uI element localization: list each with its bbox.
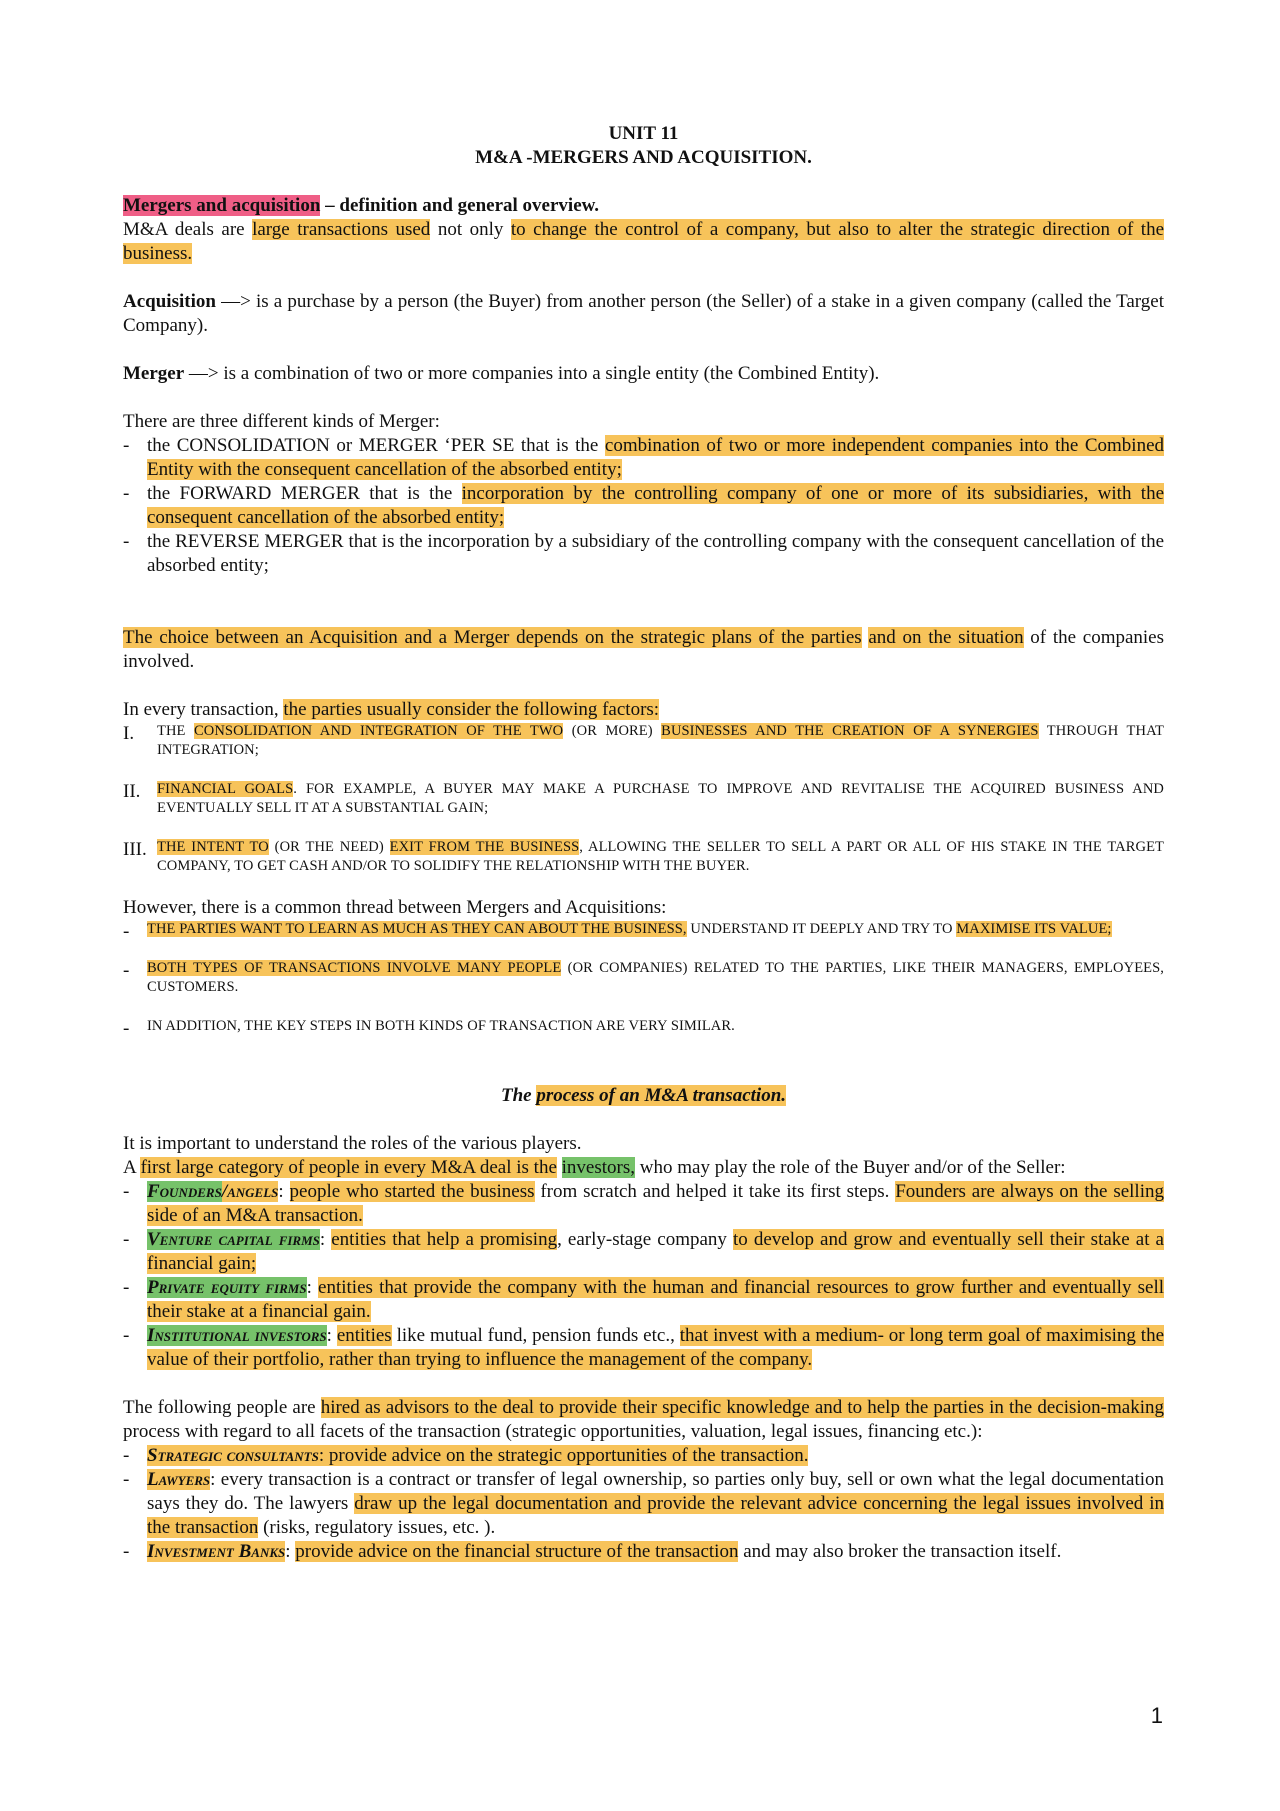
list-item: - THE PARTIES WANT TO LEARN AS MUCH AS THEY CAN ABOUT THE BUSINESS, UNDERSTAND IT DEEPLY AND TRY TO MAXIMISE ITS VALUE; xyxy=(123,920,1164,939)
list-item: III. THE INTENT TO (OR THE NEED) EXIT FROM THE BUSINESS, ALLOWING THE SELLER TO SELL A PART OR ALL OF HIS STAKE IN THE TARGET COMPANY, TO GET CASH AND/OR TO SOLIDIFY THE RELATIONSHIP WITH THE BUYER. xyxy=(123,839,1165,874)
overview-paragraph: M&A deals are large transactions used not only to change the control of a company, but also to alter the strategic direction of the business. xyxy=(123,219,1165,264)
factors-intro: In every transaction, the parties usually consider the following factors: xyxy=(123,699,660,720)
section-heading-overview: Mergers and acquisition – definition and general overview. xyxy=(123,195,600,216)
list-item: - Institutional investors: entities like mutual fund, pension funds etc., that invest with a medium- or long term goal of maximising the value of their portfolio, rather than trying to influence the management of the company. xyxy=(123,1324,1164,1372)
list-item: - Founders/angels: people who started the business from scratch and helped it take its first steps. Founders are always on the selling side of an M&A transaction. xyxy=(123,1180,1164,1228)
list-item: II. FINANCIAL GOALS. FOR EXAMPLE, A BUYER MAY MAKE A PURCHASE TO IMPROVE AND REVITALISE THE ACQUIRED BUSINESS AND EVENTUALLY SELL IT AT A SUBSTANTIAL GAIN; xyxy=(123,781,1164,816)
choice-paragraph: The choice between an Acquisition and a Merger depends on the strategic plans of the parties and on the situation of the companies involved. xyxy=(123,627,1165,672)
common-thread-intro: However, there is a common thread between Mergers and Acquisitions: xyxy=(123,897,667,918)
document-title: M&A -MERGERS AND ACQUISITION. xyxy=(475,147,812,168)
list-item: - Lawyers: every transaction is a contract or transfer of legal ownership, so parties only buy, sell or own what the legal documentation says they do. The lawyers draw up the legal documentation and provide the relevant advice concerning the legal issues involved in the transaction (risks, regulatory issues, etc. ). xyxy=(123,1468,1164,1540)
players-intro: It is important to understand the roles of the various players. xyxy=(123,1133,582,1154)
list-item: - Private equity firms: entities that provide the company with the human and financial resources to grow further and eventually sell their stake at a financial gain. xyxy=(123,1276,1164,1324)
advisors-list xyxy=(123,1444,1164,1564)
merger-kinds-intro: There are three different kinds of Merger: xyxy=(123,411,440,432)
list-item: - the CONSOLIDATION or MERGER ‘PER SE that is the combination of two or more independent companies into the Combined Entity with the consequent cancellation of the absorbed entity; xyxy=(123,434,1164,482)
heading-highlight: Mergers and acquisition xyxy=(123,195,321,216)
merger-definition: Merger —> is a combination of two or more companies into a single entity (the Combined Entity). xyxy=(123,363,880,384)
acquisition-definition: Acquisition —> is a purchase by a person (the Buyer) from another person (the Seller) of a stake in a given company (called the Target Company). xyxy=(123,291,1164,336)
advisors-intro: The following people are hired as advisors to the deal to provide their specific knowledge and to help the parties in the decision-making process with regard to all facets of the transaction (strategic opportunities, valuation, legal issues, financing etc.): xyxy=(123,1397,1164,1442)
list-item: I. THE CONSOLIDATION AND INTEGRATION OF THE TWO (OR MORE) BUSINESSES AND THE CREATION OF A SYNERGIES THROUGH THAT INTEGRATION; xyxy=(123,723,1165,758)
unit-label: UNIT 11 xyxy=(608,123,679,144)
investors-intro: A first large category of people in every M&A deal is the investors, who may play the role of the Buyer and/or of the Seller: xyxy=(123,1157,1066,1178)
list-item: - IN ADDITION, THE KEY STEPS IN BOTH KINDS OF TRANSACTION ARE VERY SIMILAR. xyxy=(123,1017,1164,1036)
document-body xyxy=(123,122,1164,1564)
list-item: - Venture capital firms: entities that help a promising, early-stage company to develop and grow and eventually sell their stake at a financial gain; xyxy=(123,1228,1164,1276)
list-item: - Strategic consultants: provide advice on the strategic opportunities of the transaction. xyxy=(123,1444,1164,1468)
list-item: - BOTH TYPES OF TRANSACTIONS INVOLVE MANY PEOPLE (OR COMPANIES) RELATED TO THE PARTIES, LIKE THEIR MANAGERS, EMPLOYEES, CUSTOMERS. xyxy=(123,959,1164,997)
common-thread-list xyxy=(123,920,1164,1036)
investors-list xyxy=(123,1180,1164,1372)
factors-list xyxy=(123,722,1164,876)
list-item: - Investment Banks: provide advice on the financial structure of the transaction and may also broker the transaction itself. xyxy=(123,1540,1164,1564)
list-item: - the REVERSE MERGER that is the incorporation by a subsidiary of the controlling company with the consequent cancellation of the absorbed entity; xyxy=(123,530,1164,578)
page-number: 1 xyxy=(1150,1703,1163,1728)
merger-kinds-list xyxy=(123,434,1164,578)
process-heading: The process of an M&A transaction. xyxy=(500,1085,787,1106)
list-item: - the FORWARD MERGER that is the incorporation by the controlling company of one or more of its subsidiaries, with the consequent cancellation of the absorbed entity; xyxy=(123,482,1164,530)
